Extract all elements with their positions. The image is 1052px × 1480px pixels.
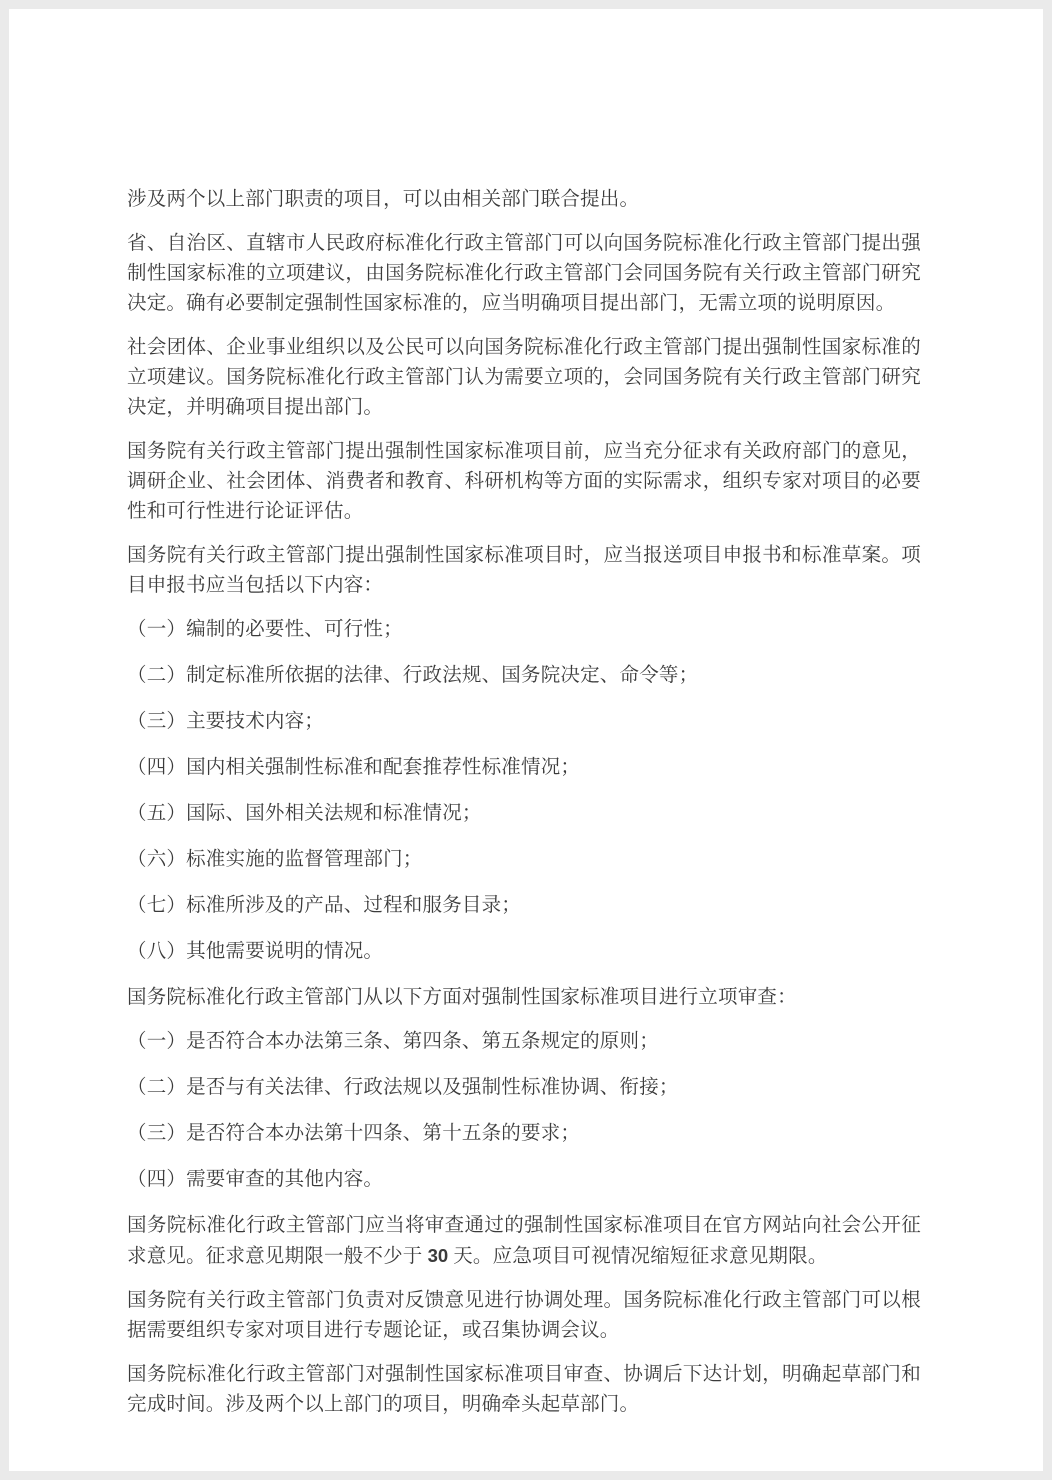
paragraph: 国务院标准化行政主管部门从以下方面对强制性国家标准项目进行立项审查： (127, 987, 797, 1008)
list-item: （四）需要审查的其他内容。 (127, 1169, 384, 1190)
list-item: （五）国际、国外相关法规和标准情况； (127, 803, 482, 824)
list-item: （六）标准实施的监督管理部门； (127, 849, 423, 870)
paragraph: 涉及两个以上部门职责的项目，可以由相关部门联合提出。 (127, 189, 640, 210)
list-item: （二）制定标准所依据的法律、行政法规、国务院决定、命令等； (127, 665, 699, 686)
list-item: （七）标准所涉及的产品、过程和服务目录； (127, 895, 522, 916)
list-item: （二）是否与有关法律、行政法规以及强制性标准协调、衔接； (127, 1077, 679, 1098)
paragraph: 国务院有关行政主管部门提出强制性国家标准项目前，应当充分征求有关政府部门的意见，调研企业、社会团体、消费者和教育、科研机构等方面的实际需求，组织专家对项目的必要性和可行性进行论证评估。 (127, 441, 921, 522)
comment-period-days: 30 (427, 1245, 449, 1266)
list-item: （三）是否符合本办法第十四条、第十五条的要求； (127, 1123, 581, 1144)
list-item: （一）是否符合本办法第三条、第四条、第五条规定的原则； (127, 1031, 659, 1052)
paragraph: 国务院标准化行政主管部门对强制性国家标准项目审查、协调后下达计划，明确起草部门和完成时间。涉及两个以上部门的项目，明确牵头起草部门。 (127, 1364, 921, 1415)
paragraph: 国务院有关行政主管部门负责对反馈意见进行协调处理。国务院标准化行政主管部门可以根据需要组织专家对项目进行专题论证，或召集协调会议。 (127, 1290, 921, 1341)
paragraph-text-segment: 天。应急项目可视情况缩短征求意见期限。 (448, 1246, 828, 1267)
paragraph-with-number (127, 1211, 921, 1272)
paragraph: 省、自治区、直辖市人民政府标准化行政主管部门可以向国务院标准化行政主管部门提出强制性国家标准的立项建议，由国务院标准化行政主管部门会同国务院有关行政主管部门研究决定。确有必要制定强制性国家标准的，应当明确项目提出部门，无需立项的说明原因。 (127, 233, 921, 314)
list-item: （四）国内相关强制性标准和配套推荐性标准情况； (127, 757, 581, 778)
paragraph: 国务院有关行政主管部门提出强制性国家标准项目时，应当报送项目申报书和标准草案。项目申报书应当包括以下内容： (127, 545, 921, 596)
paragraph-text-segment: 国务院标准化行政主管部门应当将审查通过的强制性国家标准项目在官方网站向社会公开征求意见。征求意见期限一般不少于 (127, 1215, 921, 1267)
list-item: （三）主要技术内容； (127, 711, 325, 732)
list-item: （八）其他需要说明的情况。 (127, 941, 384, 962)
list-item: （一）编制的必要性、可行性； (127, 619, 403, 640)
document-text-column (127, 185, 921, 1420)
document-page (9, 9, 1043, 1471)
paragraph: 社会团体、企业事业组织以及公民可以向国务院标准化行政主管部门提出强制性国家标准的立项建议。国务院标准化行政主管部门认为需要立项的，会同国务院有关行政主管部门研究决定，并明确项目提出部门。 (127, 337, 921, 418)
